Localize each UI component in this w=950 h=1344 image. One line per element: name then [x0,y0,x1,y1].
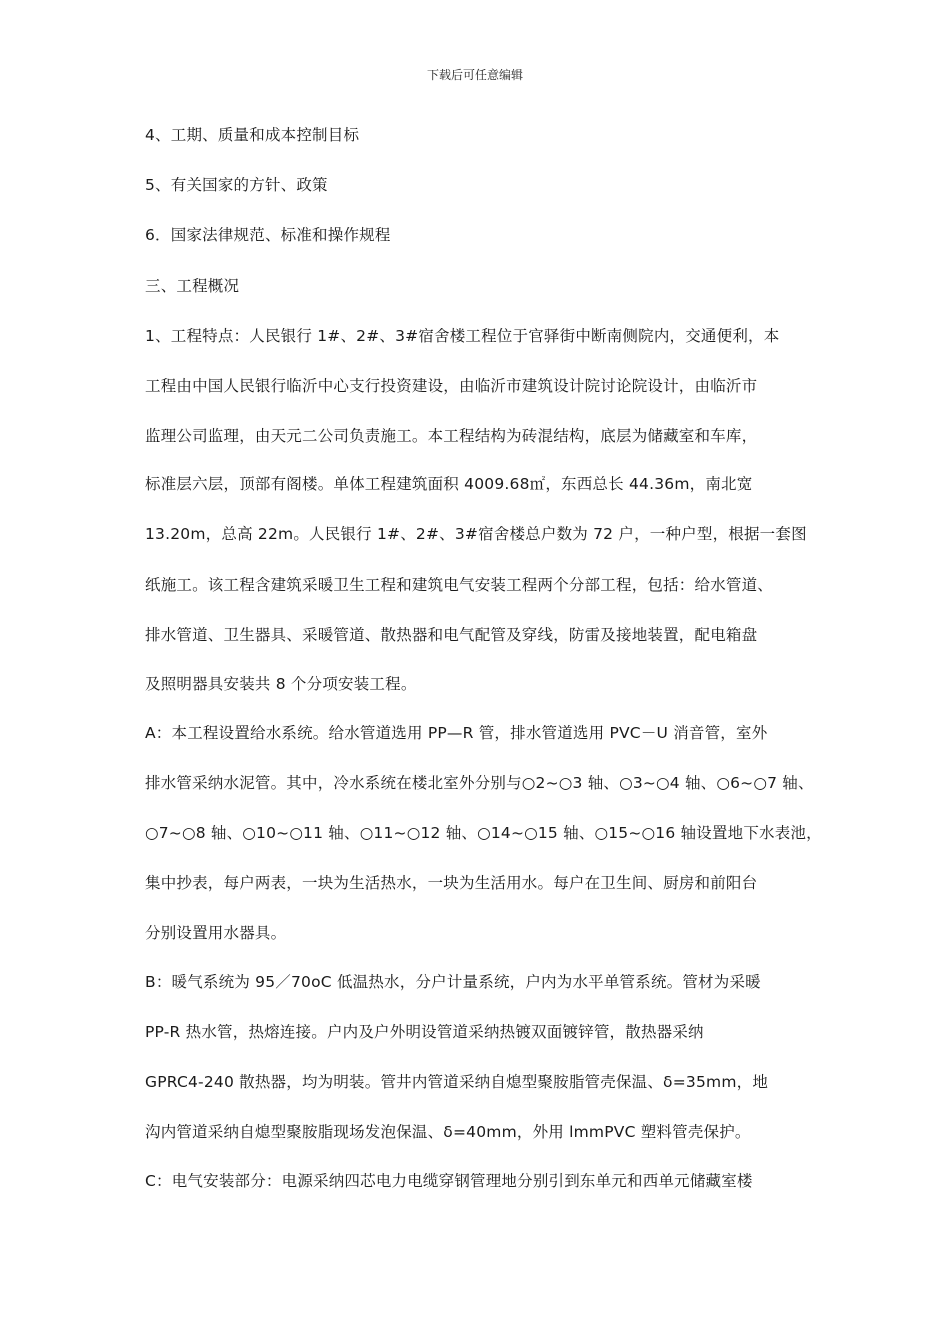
text-line: 沟内管道采纳自熄型聚胺脂现场发泡保温、δ=40mm，外用 lmmPVC 塑料管壳保护。 [145,1123,751,1141]
section-heading: 三、工程概况 [145,277,240,295]
text-line: PP-R 热水管，热熔连接。户内及户外明设管道采纳热镀双面镀锌管，散热器采纳 [145,1023,704,1041]
text-line: ○7~○8 轴、○10~○11 轴、○11~○12 轴、○14~○15 轴、○15~○16 轴设置地下水表池， [145,824,822,842]
text-line: 纸施工。该工程含建筑采暖卫生工程和建筑电气安装工程两个分部工程，包括：给水管道、 [145,576,774,594]
text-line: 4、工期、质量和成本控制目标 [145,126,360,144]
text-line: 标准层六层，顶部有阁楼。单体工程建筑面积 4009.68㎡，东西总长 44.36m，南北宽 [145,475,753,493]
text-line: 分别设置用水器具。 [145,924,287,942]
header-note: 下载后可任意编辑 [426,68,523,82]
text-line: GPRC4-240 散热器，均为明装。管井内管道采纳自熄型聚胺脂管壳保温、δ=35mm，地 [145,1073,769,1091]
text-line: 6．国家法律规范、标准和操作规程 [145,226,391,244]
text-line: 1、工程特点：人民银行 1#、2#、3#宿舍楼工程位于官驿街中断南侧院内，交通便利，本 [145,327,780,345]
text-line: 工程由中国人民银行临沂中心支行投资建设，由临沂市建筑设计院讨论院设计，由临沂市 [145,377,758,395]
text-line: 排水管采纳水泥管。其中，冷水系统在楼北室外分别与○2~○3 轴、○3~○4 轴、○6~○7 轴、 [145,774,814,792]
text-line: 排水管道、卫生器具、采暖管道、散热器和电气配管及穿线，防雷及接地装置，配电箱盘 [145,626,758,644]
text-line: 5、有关国家的方针、政策 [145,176,328,194]
text-line: 及照明器具安装共 8 个分项安装工程。 [145,675,417,693]
text-line: 集中抄表，每户两表，一块为生活热水，一块为生活用水。每户在卫生间、厨房和前阳台 [145,874,758,892]
text-line: 13.20m，总高 22m。人民银行 1#、2#、3#宿舍楼总户数为 72 户，一种户型，根据一套图 [145,525,807,543]
text-line: 监理公司监理，由天元二公司负责施工。本工程结构为砖混结构，底层为储藏室和车库， [145,427,758,445]
text-line: C：电气安装部分：电源采纳四芯电力电缆穿钢管理地分别引到东单元和西单元储藏室楼 [145,1172,753,1190]
text-line: B：暖气系统为 95／70oC 低温热水，分户计量系统，户内为水平单管系统。管材为采暖 [145,973,761,991]
text-line: A：本工程设置给水系统。给水管道选用 PP—R 管，排水管道选用 PVC－U 消音管，室外 [145,724,768,742]
